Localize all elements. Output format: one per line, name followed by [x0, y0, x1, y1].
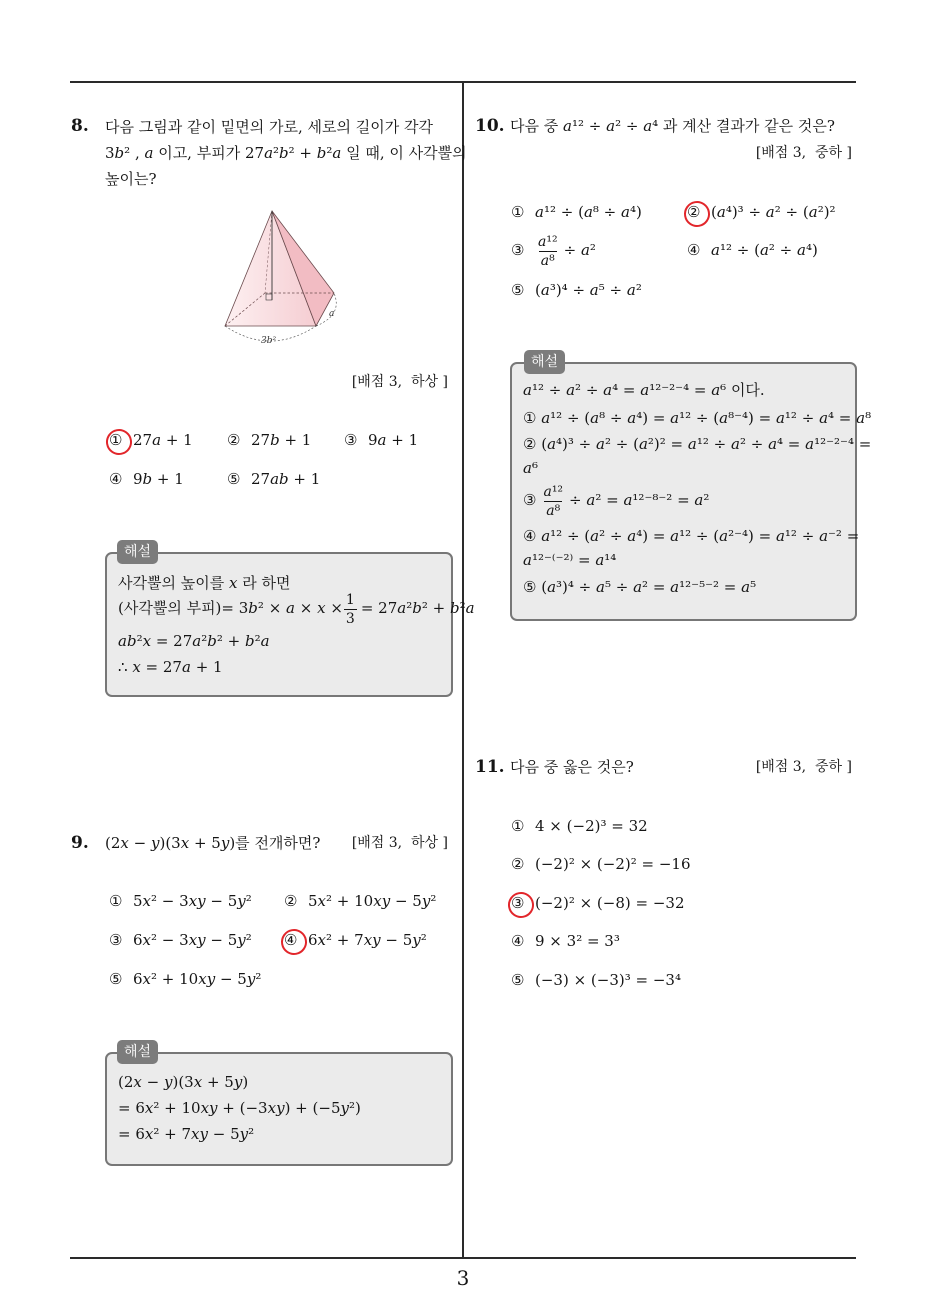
math-variable: y: [421, 892, 431, 910]
explanation-box: [105, 1052, 453, 1166]
math-variable: x: [317, 599, 326, 617]
math-variable: b: [316, 144, 327, 162]
math-variable: y: [220, 834, 230, 852]
math-variable: x: [142, 970, 152, 988]
stem-line: 다음 그림과 같이 밑면의 가로, 세로의 길이가 각각: [105, 118, 433, 136]
score-label: [배점 3, 하상 ]: [351, 374, 448, 390]
choice-2: [227, 428, 311, 452]
math-variable: a: [144, 144, 154, 162]
math-variable: a: [332, 144, 342, 162]
math-variable: a: [730, 435, 740, 453]
choice-mark: ①: [511, 817, 525, 835]
math-variable: y: [381, 892, 391, 910]
math-variable: a: [819, 527, 829, 545]
choice-mark: ⑤: [109, 970, 123, 988]
math-variable: y: [237, 892, 246, 910]
choice-mark: ②: [511, 855, 525, 873]
math-variable: a: [603, 381, 613, 399]
math-variable: a: [694, 491, 704, 509]
math-variable: a: [543, 483, 552, 500]
math-variable: y: [276, 1099, 285, 1117]
choice-mark: ④: [109, 470, 123, 488]
math-variable: x: [188, 931, 198, 949]
choice-text: 4 × (−2)³ = 32: [535, 817, 648, 835]
explanation-line: ④ a¹² ÷ (a² ÷ a⁴) = a¹² ÷ (a²⁻⁴) = a¹² ÷ a⁻² =: [523, 527, 860, 545]
choice-text: 5x² − 3xy − 5y²: [133, 892, 252, 910]
math-variable: a: [566, 381, 576, 399]
fraction-denominator: a⁸: [540, 252, 555, 269]
math-variable: a: [627, 527, 637, 545]
explanation-line: 사각뿔의 높이를 x 라 하면: [118, 574, 291, 592]
choice-1: [511, 814, 648, 838]
math-variable: b: [279, 144, 289, 162]
math-variable: a: [716, 203, 726, 221]
math-variable: y: [206, 970, 216, 988]
math-variable: a: [856, 409, 866, 427]
math-variable: x: [373, 892, 382, 910]
choice-5: [109, 967, 261, 991]
math-variable: y: [197, 931, 206, 949]
math-variable: a: [563, 117, 572, 135]
math-variable: a: [627, 409, 637, 427]
math-variable: b: [412, 599, 422, 617]
choice-2: [284, 889, 436, 913]
choice-text: ÷ a²: [563, 241, 596, 259]
choice-text: 5x² + 10xy − 5y²: [308, 892, 437, 910]
choice-4: [109, 467, 184, 491]
math-variable: b: [126, 632, 137, 650]
math-variable: a: [797, 241, 806, 259]
choice-4: [284, 928, 427, 952]
math-variable: a: [586, 491, 596, 509]
choice-text: (a⁴)³ ÷ a² ÷ (a²)²: [711, 203, 836, 221]
math-variable: a: [583, 203, 593, 221]
choice-text: 9b + 1: [133, 470, 184, 488]
math-variable: b: [142, 470, 153, 488]
choice-text: 27ab + 1: [251, 470, 321, 488]
math-variable: a: [580, 241, 590, 259]
choice-text: 9 × 3² = 3³: [535, 932, 620, 950]
math-variable: y: [150, 834, 160, 852]
choice-4: [511, 929, 620, 953]
page-number: 3: [456, 1266, 470, 1290]
choice-mark: ④: [511, 932, 525, 950]
fraction-numerator: 1: [345, 591, 355, 608]
choice-mark: ③: [344, 431, 358, 449]
math-variable: a: [670, 578, 680, 596]
choice-mark: ②: [687, 200, 711, 224]
math-variable: x: [200, 1099, 210, 1117]
math-variable: a: [638, 435, 648, 453]
math-variable: x: [142, 632, 152, 650]
math-variable: y: [163, 1073, 173, 1091]
math-variable: a: [523, 381, 532, 399]
math-variable: a: [741, 578, 751, 596]
math-variable: y: [199, 1125, 208, 1143]
math-variable: x: [188, 892, 198, 910]
fraction: [536, 234, 560, 269]
math-variable: a: [377, 431, 387, 449]
math-variable: a: [264, 144, 274, 162]
choice-mark: ③: [511, 241, 525, 259]
math-variable: a: [181, 658, 191, 676]
math-variable: a: [596, 435, 605, 453]
base-length-label: 3b²: [261, 336, 277, 346]
math-variable: a: [633, 578, 643, 596]
math-variable: y: [239, 1125, 249, 1143]
math-variable: a: [540, 252, 550, 269]
math-variable: a: [670, 527, 680, 545]
pyramid-figure: [215, 205, 345, 355]
question-stem: (2x − y)(3x + 5y)를 전개하면?: [105, 834, 321, 852]
math-variable: b: [279, 470, 289, 488]
choice-mark: ⑤: [227, 470, 241, 488]
math-variable: a: [192, 632, 202, 650]
math-variable: a: [768, 435, 778, 453]
math-variable: b: [207, 632, 217, 650]
fraction-numerator: a¹²: [543, 483, 564, 500]
math-variable: x: [193, 1073, 203, 1091]
math-variable: x: [363, 931, 373, 949]
choice-mark: ④: [284, 928, 308, 952]
choice-mark: ②: [284, 892, 298, 910]
math-variable: x: [317, 931, 327, 949]
math-variable: a: [523, 551, 532, 569]
score-label: [배점 3, 중하 ]: [755, 145, 852, 161]
column-divider: [462, 82, 464, 1258]
explanation-line: (2x − y)(3x + 5y): [118, 1073, 249, 1091]
choice-mark: ①: [109, 892, 123, 910]
math-variable: x: [228, 574, 238, 592]
math-variable: x: [142, 892, 152, 910]
math-variable: a: [719, 527, 729, 545]
math-variable: b: [270, 431, 280, 449]
question-stem: 다음 중 옳은 것은?: [510, 758, 634, 776]
math-variable: x: [120, 834, 129, 852]
choice-1: [109, 889, 252, 913]
math-variable: a: [535, 203, 544, 221]
explanation-line: ∴ x = 27a + 1: [118, 658, 223, 676]
fraction: [541, 484, 565, 519]
fraction-denominator: a⁸: [546, 502, 561, 519]
math-variable: a: [819, 409, 829, 427]
math-variable: a: [523, 459, 532, 477]
math-variable: x: [132, 658, 141, 676]
math-variable: a: [775, 527, 785, 545]
choice-3: [344, 428, 418, 452]
explanation-line: a⁶: [523, 459, 538, 477]
math-variable: a: [687, 435, 697, 453]
question-stem: 다음 중 a¹² ÷ a² ÷ a⁴ 과 계산 결과가 같은 것은?: [510, 117, 835, 135]
math-variable: a: [152, 431, 162, 449]
math-variable: a: [590, 409, 600, 427]
fraction-denominator: 3: [345, 610, 355, 627]
math-variable: a: [118, 632, 127, 650]
choice-mark: ⑤: [511, 281, 525, 299]
explanation-line: ① a¹² ÷ (a⁸ ÷ a⁴) = a¹² ÷ (a⁸⁻⁴) = a¹² ÷ a⁴ = a⁸: [523, 409, 872, 427]
choice-1: [511, 200, 642, 224]
math-variable: a: [596, 578, 605, 596]
math-variable: a: [759, 241, 769, 259]
math-variable: a: [643, 117, 653, 135]
choice-4: [687, 238, 818, 262]
score-label: [배점 3, 중하 ]: [755, 759, 852, 775]
math-variable: b: [248, 599, 258, 617]
math-variable: a: [719, 409, 729, 427]
choice-text: 6x² + 7xy − 5y²: [308, 931, 427, 949]
math-variable: a: [397, 599, 407, 617]
choice-mark: ①: [109, 428, 133, 452]
stem-line: 높이는?: [105, 170, 157, 188]
math-variable: a: [595, 551, 605, 569]
side-length-label: a: [329, 309, 335, 319]
question-stem: [105, 114, 467, 192]
expression-part: (사각뿔의 부피)= 3b² × a × x ×: [118, 599, 343, 617]
math-variable: a: [270, 470, 280, 488]
choice-text: 9a + 1: [368, 431, 419, 449]
math-variable: y: [372, 931, 381, 949]
choice-5: [511, 278, 642, 302]
choice-text: a¹² ÷ (a² ÷ a⁴): [711, 241, 818, 259]
math-variable: a: [540, 281, 550, 299]
choice-text: (−2)² × (−2)² = −16: [535, 855, 691, 873]
choice-mark: ④: [687, 241, 701, 259]
explanation-box: [105, 552, 475, 697]
math-variable: x: [267, 1099, 277, 1117]
choice-mark: ⑤: [511, 971, 525, 989]
choice-1: [109, 428, 193, 452]
math-variable: b: [244, 632, 255, 650]
choice-mark: ③: [511, 891, 535, 915]
math-variable: a: [546, 502, 555, 519]
math-variable: a: [589, 281, 599, 299]
choice-mark: ③: [109, 931, 123, 949]
math-variable: x: [144, 1125, 154, 1143]
explanation-line: = 6x² + 7xy − 5y²: [118, 1125, 255, 1143]
choice-2: [511, 852, 691, 876]
math-variable: a: [711, 381, 721, 399]
math-variable: y: [197, 892, 206, 910]
question-number: 11.: [475, 757, 505, 777]
math-variable: y: [233, 1073, 243, 1091]
math-variable: a: [547, 578, 557, 596]
math-variable: x: [142, 931, 152, 949]
math-variable: a: [711, 241, 720, 259]
math-variable: a: [805, 435, 815, 453]
explanation-line: = 6x² + 10xy + (−3xy) + (−5y²): [118, 1099, 361, 1117]
math-variable: a: [547, 435, 557, 453]
question-number: 10.: [475, 116, 505, 136]
explanation-tab: 해설: [117, 540, 158, 564]
math-variable: a: [590, 527, 600, 545]
choice-2: [687, 200, 836, 224]
expression-part: ÷ a² = a¹²⁻⁸⁻² = a²: [569, 491, 710, 509]
math-variable: a: [808, 203, 818, 221]
math-variable: a: [541, 409, 551, 427]
math-variable: a: [621, 203, 630, 221]
explanation-line: [523, 482, 709, 519]
explanation-tab: 해설: [524, 350, 565, 374]
fraction: [344, 592, 357, 627]
math-variable: y: [340, 1099, 349, 1117]
explanation-box: [510, 362, 872, 621]
math-variable: a: [465, 599, 475, 617]
choice-text: (−3) × (−3)³ = −3⁴: [535, 971, 681, 989]
stem-line: 3b² , a 이고, 부피가 27a²b² + b²a 일 때, 이 사각뿔의: [105, 144, 467, 162]
explanation-line: a¹² ÷ a² ÷ a⁴ = a¹²⁻²⁻⁴ = a⁶ 이다.: [523, 381, 765, 399]
math-variable: a: [765, 203, 775, 221]
question-number: 9.: [71, 833, 89, 853]
choice-5: [227, 467, 320, 491]
choice-text: 6x² − 3xy − 5y²: [133, 931, 252, 949]
math-variable: y: [246, 970, 256, 988]
math-variable: a: [538, 233, 547, 250]
math-variable: a: [623, 491, 633, 509]
math-variable: a: [775, 409, 785, 427]
math-variable: x: [144, 1099, 154, 1117]
explanation-line: ⑤ (a³)⁴ ÷ a⁵ ÷ a² = a¹²⁻⁵⁻² = a⁵: [523, 578, 757, 596]
choice-3: [511, 891, 685, 915]
explanation-tab: 해설: [117, 1040, 158, 1064]
choice-3: [511, 232, 596, 269]
math-variable: x: [198, 970, 207, 988]
math-variable: x: [133, 1073, 142, 1091]
expression-part: = 27a²b² + b²a: [360, 599, 475, 617]
math-variable: x: [180, 834, 190, 852]
math-variable: x: [191, 1125, 200, 1143]
choice-text: (−2)² × (−8) = −32: [535, 894, 685, 912]
choice-mark: ①: [511, 203, 525, 221]
choice-mark: ③: [523, 491, 537, 509]
math-variable: a: [260, 632, 270, 650]
choice-text: a¹² ÷ (a⁸ ÷ a⁴): [535, 203, 642, 221]
math-variable: a: [640, 381, 650, 399]
math-variable: y: [209, 1099, 218, 1117]
math-variable: y: [237, 931, 246, 949]
explanation-line: ② (a⁴)³ ÷ a² ÷ (a²)² = a¹² ÷ a² ÷ a⁴ = a¹²⁻²⁻⁴ =: [523, 435, 872, 453]
choice-mark: ②: [227, 431, 241, 449]
math-variable: b: [449, 599, 460, 617]
math-variable: x: [317, 892, 327, 910]
math-variable: a: [670, 409, 680, 427]
score-label: [배점 3, 하상 ]: [351, 835, 448, 851]
choice-text: 6x² + 10xy − 5y²: [133, 970, 262, 988]
math-variable: a: [606, 117, 616, 135]
explanation-line: [118, 590, 475, 627]
choice-text: 27a + 1: [133, 431, 193, 449]
choice-5: [511, 968, 681, 992]
explanation-line: ab²x = 27a²b² + b²a: [118, 632, 270, 650]
math-variable: y: [412, 931, 421, 949]
fraction-numerator: a¹²: [538, 233, 558, 250]
explanation-line: a¹²⁻⁽⁻²⁾ = a¹⁴: [523, 551, 617, 569]
math-variable: a: [286, 599, 295, 617]
math-variable: a: [541, 527, 551, 545]
math-variable: b: [114, 144, 125, 162]
math-variable: a: [626, 281, 636, 299]
choice-text: (a³)⁴ ÷ a⁵ ÷ a²: [535, 281, 642, 299]
choice-3: [109, 928, 252, 952]
choice-text: 27b + 1: [251, 431, 312, 449]
question-number: 8.: [71, 116, 89, 136]
